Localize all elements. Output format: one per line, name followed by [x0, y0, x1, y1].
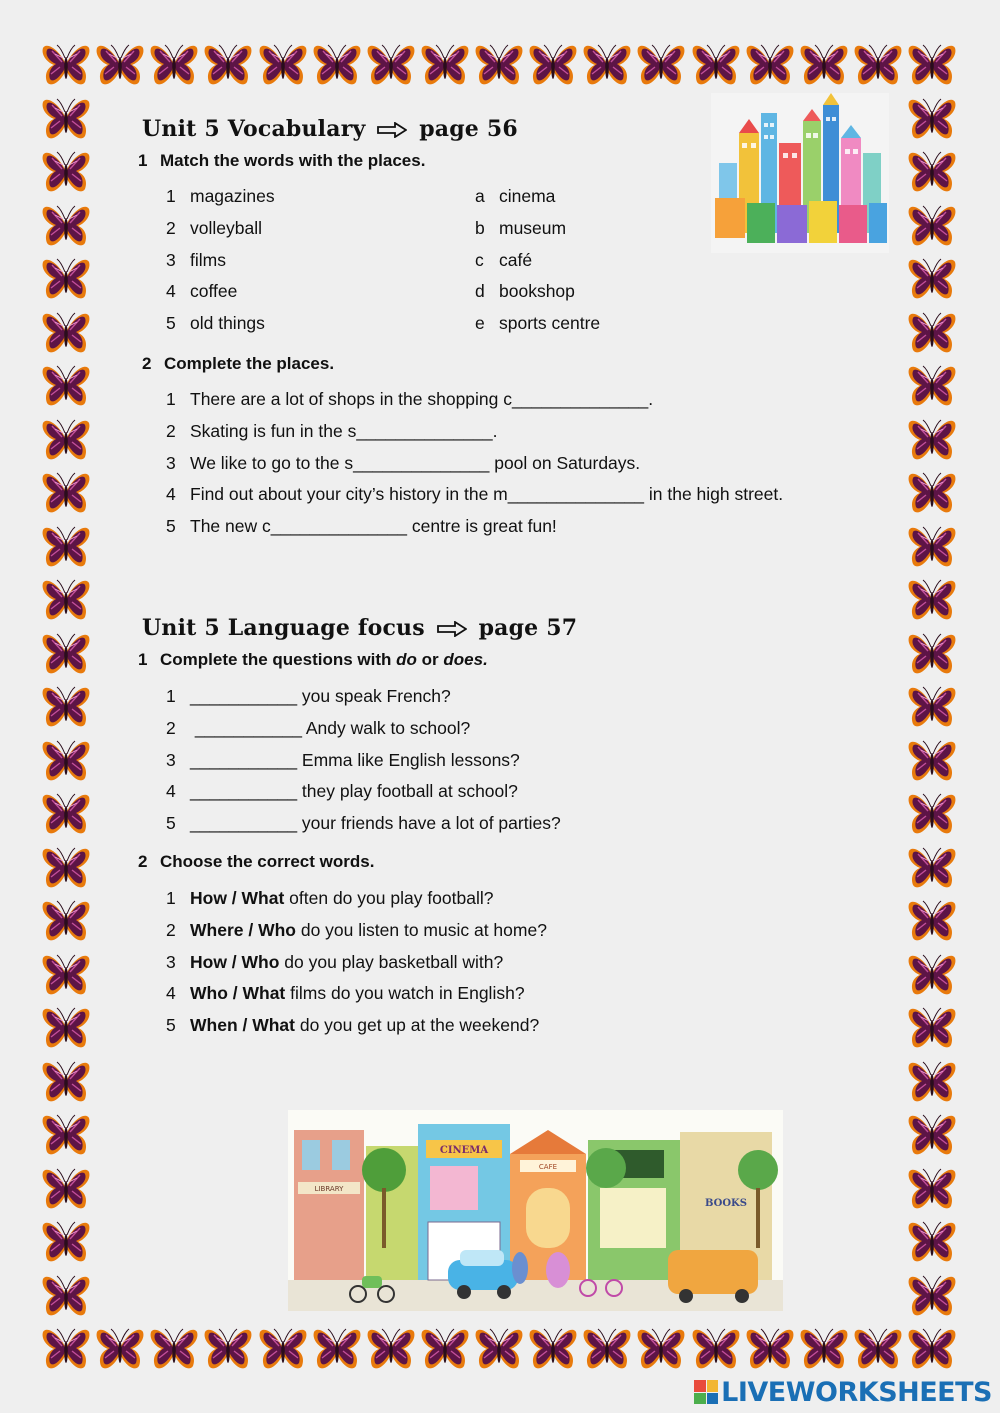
do-does-text: ___________ Andy walk to school?: [190, 717, 471, 738]
match-word-text: old things: [190, 313, 265, 334]
choose-word-item: [166, 888, 493, 909]
butterfly-icon: [202, 40, 254, 92]
match-place-item-number: b: [475, 217, 485, 238]
butterfly-icon: [527, 40, 579, 92]
complete-place-item-number: 1: [166, 389, 176, 409]
complete-place-text: Skating is fun in the s______________.: [190, 420, 498, 441]
butterfly-icon: [906, 468, 958, 520]
right-arrow-icon: [377, 122, 407, 138]
butterfly-icon: [852, 40, 904, 92]
butterfly-icon: [635, 40, 687, 92]
butterfly-icon: [257, 40, 309, 92]
match-word-item-number: 2: [166, 217, 176, 238]
match-place-item-number: c: [475, 249, 484, 270]
match-word-text: coffee: [190, 281, 238, 302]
butterfly-icon: [148, 1324, 200, 1376]
butterfly-icon: [906, 629, 958, 681]
vocab-ex2-number: 2: [142, 354, 152, 373]
butterfly-icon: [744, 40, 796, 92]
butterfly-icon: [40, 736, 92, 788]
vocab-ex2-instruction-text: Complete the places.: [164, 354, 335, 373]
match-place-item: [475, 250, 532, 271]
butterfly-icon: [40, 361, 92, 413]
butterfly-icon: [40, 147, 92, 199]
butterfly-icon: [40, 789, 92, 841]
butterfly-icon: [94, 1324, 146, 1376]
lf-ex1-instruction: [138, 650, 488, 670]
do-does-item: [166, 813, 561, 834]
butterfly-icon: [311, 40, 363, 92]
lf-ex1-instruction-text: Complete the questions with: [160, 650, 392, 669]
butterfly-icon: [365, 40, 417, 92]
match-word-item: [166, 313, 265, 334]
match-place-item-number: e: [475, 313, 485, 334]
choose-word-options: Where / Who: [190, 919, 296, 940]
match-word-item-number: 4: [166, 281, 176, 302]
match-word-text: volleyball: [190, 217, 262, 238]
match-word-item-number: 5: [166, 313, 176, 334]
butterfly-icon: [40, 950, 92, 1002]
butterfly-icon: [852, 1324, 904, 1376]
butterfly-icon: [906, 1217, 958, 1269]
butterfly-icon: [906, 147, 958, 199]
do-does-item-number: 2: [166, 717, 176, 738]
vocab-ex1-number: 1: [138, 151, 148, 170]
do-does-text: ___________ your friends have a lot of parties?: [190, 813, 561, 834]
do-does-item: [166, 718, 470, 739]
butterfly-icon: [40, 629, 92, 681]
butterfly-icon: [419, 40, 471, 92]
butterfly-icon: [40, 1110, 92, 1162]
library-sign: LIBRARY: [314, 1185, 344, 1193]
butterfly-icon: [419, 1324, 471, 1376]
lf-ex2-instruction: [138, 852, 374, 872]
butterfly-icon: [690, 40, 742, 92]
lf-ex1-word-does: does.: [443, 650, 488, 669]
match-place-text: café: [499, 249, 533, 270]
butterfly-icon: [906, 843, 958, 895]
choose-word-item-number: 2: [166, 919, 176, 940]
choose-word-item-number: 1: [166, 888, 176, 908]
butterfly-icon: [906, 575, 958, 627]
butterfly-icon: [906, 201, 958, 253]
butterfly-icon: [581, 40, 633, 92]
language-focus-title-text: Unit 5 Language focus: [142, 615, 425, 641]
match-place-text: museum: [499, 217, 567, 238]
butterfly-icon: [40, 575, 92, 627]
town-street-illustration: [288, 1110, 783, 1311]
do-does-text: ___________ they play football at school?: [190, 781, 518, 802]
butterfly-icon: [40, 415, 92, 467]
butterfly-icon: [906, 789, 958, 841]
language-focus-page-ref: page 57: [478, 615, 578, 641]
vocab-ex2-instruction: [142, 354, 334, 374]
butterfly-icon: [40, 94, 92, 146]
match-place-item-number: a: [475, 186, 485, 206]
toy-city-blocks-image: [711, 93, 889, 253]
butterfly-icon: [906, 1003, 958, 1055]
butterfly-icon: [40, 896, 92, 948]
match-word-item-number: 1: [166, 186, 176, 206]
books-sign: BOOKS: [705, 1198, 747, 1209]
do-does-item-number: 1: [166, 686, 176, 706]
match-place-item: [475, 313, 600, 334]
choose-word-text: films do you watch in English?: [285, 983, 525, 1004]
butterfly-icon: [906, 1110, 958, 1162]
match-word-item: [166, 250, 226, 271]
butterfly-icon: [906, 40, 958, 92]
lf-ex2-number: 2: [138, 852, 148, 871]
match-place-text: bookshop: [499, 281, 575, 302]
butterfly-icon: [40, 1324, 92, 1376]
butterfly-icon: [906, 1324, 958, 1376]
choose-word-item: [166, 1015, 539, 1036]
match-place-text: sports centre: [499, 313, 601, 334]
cafe-sign: CAFE: [538, 1163, 558, 1171]
lf-ex1-word-do: do: [396, 650, 417, 669]
complete-place-item: [166, 484, 783, 505]
butterfly-icon: [40, 682, 92, 734]
butterfly-icon: [798, 1324, 850, 1376]
vocabulary-title: [142, 116, 518, 142]
vocab-ex1-instruction-text: Match the words with the places.: [160, 151, 426, 170]
do-does-item: [166, 750, 520, 771]
butterfly-icon: [906, 1164, 958, 1216]
complete-place-item-number: 2: [166, 420, 176, 441]
butterfly-icon: [906, 950, 958, 1002]
butterfly-icon: [906, 254, 958, 306]
complete-place-item: [166, 421, 497, 442]
butterfly-icon: [906, 522, 958, 574]
butterfly-icon: [40, 308, 92, 360]
butterfly-icon: [40, 522, 92, 574]
match-place-item-number: d: [475, 281, 485, 302]
choose-word-item-number: 3: [166, 951, 176, 972]
do-does-item: [166, 781, 518, 802]
butterfly-icon: [798, 40, 850, 92]
choose-word-options: How / What: [190, 888, 285, 908]
do-does-text: ___________ you speak French?: [190, 686, 451, 706]
butterfly-icon: [40, 843, 92, 895]
match-place-item: [475, 186, 555, 207]
butterfly-icon: [473, 1324, 525, 1376]
liveworksheets-brand: LIVEWORKSHEETS: [721, 1376, 992, 1408]
choose-word-item-number: 4: [166, 983, 176, 1004]
butterfly-icon: [40, 1271, 92, 1323]
complete-place-item-number: 5: [166, 516, 176, 537]
match-place-item: [475, 218, 566, 239]
butterfly-icon: [365, 1324, 417, 1376]
complete-place-item: [166, 453, 640, 474]
butterfly-icon: [906, 308, 958, 360]
match-word-text: magazines: [190, 186, 275, 206]
vocab-ex1-instruction: [138, 151, 425, 171]
liveworksheets-logo-icon: [694, 1380, 718, 1404]
choose-word-options: Who / What: [190, 983, 286, 1004]
choose-word-item: [166, 952, 503, 973]
match-word-text: films: [190, 249, 226, 270]
butterfly-icon: [906, 94, 958, 146]
butterfly-icon: [906, 682, 958, 734]
complete-place-text: We like to go to the s______________ pool on Saturdays.: [190, 452, 641, 473]
butterfly-icon: [148, 40, 200, 92]
butterfly-icon: [906, 1057, 958, 1109]
butterfly-icon: [906, 415, 958, 467]
match-place-text: cinema: [499, 186, 556, 206]
choose-word-item: [166, 983, 525, 1004]
choose-word-options: When / What: [190, 1015, 295, 1036]
match-place-item: [475, 281, 575, 302]
butterfly-icon: [40, 1003, 92, 1055]
butterfly-icon: [94, 40, 146, 92]
butterfly-icon: [40, 254, 92, 306]
choose-word-text: do you get up at the weekend?: [294, 1015, 540, 1036]
butterfly-icon: [581, 1324, 633, 1376]
vocabulary-page-ref: page 56: [419, 116, 518, 142]
complete-place-text: The new c______________ centre is great fun!: [190, 516, 557, 537]
butterfly-icon: [906, 896, 958, 948]
complete-place-item: [166, 389, 653, 410]
lf-ex1-connector: or: [421, 650, 439, 669]
butterfly-icon: [40, 1057, 92, 1109]
complete-place-item-number: 3: [166, 452, 176, 473]
match-word-item: [166, 281, 237, 302]
match-word-item: [166, 218, 262, 239]
butterfly-icon: [635, 1324, 687, 1376]
butterfly-icon: [311, 1324, 363, 1376]
choose-word-item-number: 5: [166, 1015, 176, 1036]
butterfly-icon: [40, 40, 92, 92]
liveworksheets-logo: [694, 1377, 992, 1407]
butterfly-icon: [40, 1217, 92, 1269]
butterfly-icon: [40, 468, 92, 520]
butterfly-icon: [257, 1324, 309, 1376]
choose-word-text: do you play basketball with?: [279, 951, 504, 972]
do-does-item-number: 4: [166, 781, 176, 802]
do-does-item-number: 5: [166, 813, 176, 834]
butterfly-icon: [473, 40, 525, 92]
choose-word-item: [166, 920, 547, 941]
do-does-item: [166, 686, 451, 707]
cinema-sign: CINEMA: [439, 1145, 489, 1156]
choose-word-text: do you listen to music at home?: [295, 919, 547, 940]
butterfly-icon: [202, 1324, 254, 1376]
language-focus-title: [142, 615, 577, 641]
lf-ex2-instruction-text: Choose the correct words.: [160, 852, 375, 871]
butterfly-icon: [744, 1324, 796, 1376]
butterfly-icon: [40, 1164, 92, 1216]
match-word-item-number: 3: [166, 249, 176, 270]
vocabulary-title-text: Unit 5 Vocabulary: [142, 116, 366, 142]
butterfly-icon: [906, 1271, 958, 1323]
butterfly-icon: [906, 736, 958, 788]
match-word-item: [166, 186, 275, 207]
complete-place-text: Find out about your city’s history in the m______________ in the high street.: [190, 484, 784, 505]
right-arrow-icon: [437, 621, 467, 637]
choose-word-options: How / Who: [190, 951, 280, 972]
butterfly-icon: [906, 361, 958, 413]
butterfly-icon: [690, 1324, 742, 1376]
complete-place-item: [166, 516, 557, 537]
butterfly-icon: [40, 201, 92, 253]
complete-place-text: There are a lot of shops in the shopping c______________.: [190, 389, 654, 409]
choose-word-text: often do you play football?: [284, 888, 494, 908]
do-does-item-number: 3: [166, 749, 176, 770]
do-does-text: ___________ Emma like English lessons?: [190, 749, 520, 770]
butterfly-icon: [527, 1324, 579, 1376]
lf-ex1-number: 1: [138, 650, 148, 669]
complete-place-item-number: 4: [166, 484, 176, 505]
